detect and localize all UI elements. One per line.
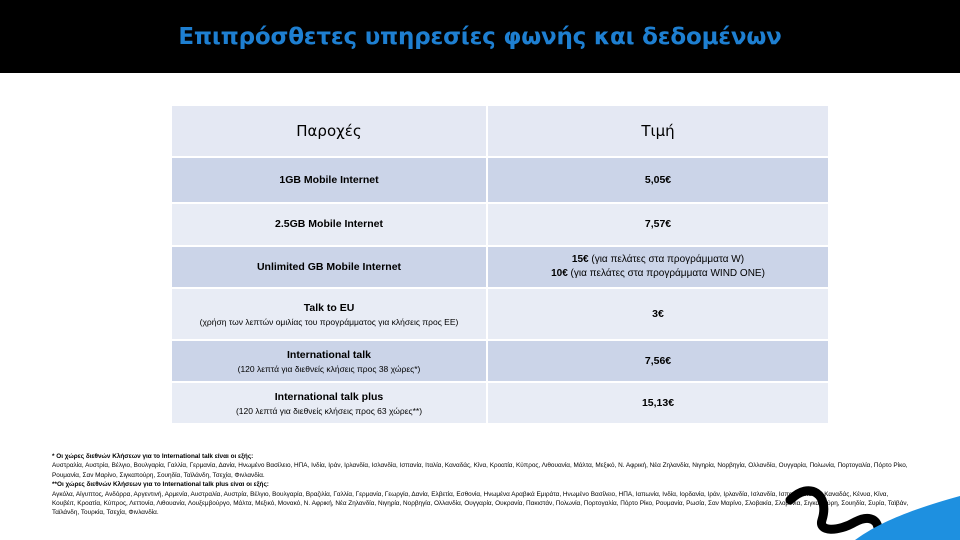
price-cell — [487, 340, 829, 382]
price-cell — [487, 157, 829, 203]
price-line — [492, 253, 824, 267]
table-row — [171, 288, 829, 340]
price-value: 7,57€ — [644, 218, 672, 230]
table-row — [171, 246, 829, 288]
price-cell — [487, 203, 829, 246]
table-row — [171, 340, 829, 382]
table-row — [171, 203, 829, 246]
title-bar — [0, 0, 960, 73]
price-amount: 10€ — [551, 268, 568, 279]
service-note: (120 λεπτά για διεθνείς κλήσεις προς 63 χώρες**) — [235, 405, 423, 416]
price-amount: 15€ — [571, 254, 589, 265]
price-condition: (για πελάτες στα προγράμματα WIND ONE) — [567, 268, 765, 279]
price-value: 15,13€ — [641, 396, 675, 409]
price-cell — [487, 246, 829, 288]
services-table — [170, 104, 830, 425]
price-condition: (για πελάτες στα προγράμματα W) — [588, 254, 745, 265]
column-header-price: Τιμή — [487, 105, 829, 157]
footnote-2-title: **Οι χώρες διεθνών Κλήσεων για το International talk plus είναι οι εξής: — [52, 481, 269, 489]
page-title: Επιπρόσθετες υπηρεσίες φωνής και δεδομένων — [178, 23, 782, 50]
service-cell — [171, 288, 487, 340]
footnote-2-body: Αγκόλα, Αίγυπτος, Ανδόρρα, Αργεντινή, Αρμενία, Αυστραλία, Αυστρία, Βέλγιο, Βουλγαρία, Βραζιλία, Γαλλία, Γερμανία, Γεωργία, Δανία, Ελβετία, Εσθονία, Ηνωμένα Αραβικά Εμιράτα, Ηνωμένο Βασίλειο, ΗΠΑ, Ιαπωνία, Ινδία, Ιορδανία, Ιράν, Ιρλανδία, Ισλανδία, Ισπανία, Ιταλία, Καναδάς, Κένυα, Κίνα, Κουβέιτ, Κροατία, Κύπρος, Λεττονία, Λιθουανία, Λουξεμβούργο, Μάλτα, Μεξικό, Μονακό, Ν. Αφρική, Νέα Ζηλανδία, Νιγηρία, Νορβηγία, Ολλανδία, Ουγγαρία, Ουκρανία, Πακιστάν, Πολωνία, Πορτογαλία, Πόρτο Ρίκο, Ρουμανία, Ρωσία, Σαν Μαρίνο, Σλοβακία, Σλοβενία, Σιγκαπούρη, Σουηδία, Συρία, Ταϊβάν, Ταϊλάνδη, Τουρκία, Τσεχία, Φινλανδία. — [52, 490, 909, 517]
table-row — [171, 157, 829, 203]
footnote-1-body: Αυστραλία, Αυστρία, Βέλγιο, Βουλγαρία, Γαλλία, Γερμανία, Δανία, Ηνωμένο Βασίλειο, ΗΠΑ, Ινδία, Ιράν, Ιρλανδία, Ισλανδία, Ισπανία, Ιταλία, Καναδάς, Κίνα, Κροατία, Κύπρος, Λιθουανία, Μάλτα, Μεξικό, Ν. Αφρική, Νέα Ζηλανδία, Νιγηρία, Νορβηγία, Ολλανδία, Ουγγαρία, Πολωνία, Πορτογαλία, Πόρτο Ρίκο, Ρουμανία, Σαν Μαρίνο, Σιγκαπούρη, Σουηδία, Ταϊλάνδη, Τσεχία, Φινλανδία. — [52, 462, 908, 479]
footnote-1-title: * Οι χώρες διεθνών Κλήσεων για το International talk είναι οι εξής: — [52, 453, 254, 460]
service-name: Unlimited GB Mobile Internet — [256, 260, 402, 273]
table-row — [171, 382, 829, 424]
column-header-services: Παροχές — [171, 105, 487, 157]
service-name: 1GB Mobile Internet — [279, 173, 379, 186]
service-name: International talk plus — [274, 390, 384, 403]
service-cell — [171, 157, 487, 203]
service-cell — [171, 382, 487, 424]
table-header-row — [171, 105, 829, 157]
service-cell — [171, 203, 487, 246]
service-note: (χρήση των λεπτών ομιλίας του προγράμματος για κλήσεις προς ΕΕ) — [199, 316, 459, 327]
service-cell — [171, 340, 487, 382]
service-name: International talk — [286, 348, 371, 361]
price-value: 5,05€ — [644, 173, 672, 186]
service-cell — [171, 246, 487, 288]
price-cell — [487, 382, 829, 424]
price-value: 7,56€ — [644, 354, 672, 367]
brand-swoosh-graphic — [760, 470, 960, 540]
price-value: 3€ — [652, 307, 664, 320]
price-cell — [487, 288, 829, 340]
service-name: 2.5GB Mobile Internet — [275, 218, 383, 230]
service-note: (120 λεπτά για διεθνείς κλήσεις προς 38 χώρες*) — [237, 363, 421, 374]
service-name: Talk to EU — [303, 301, 355, 314]
price-line — [492, 267, 824, 281]
